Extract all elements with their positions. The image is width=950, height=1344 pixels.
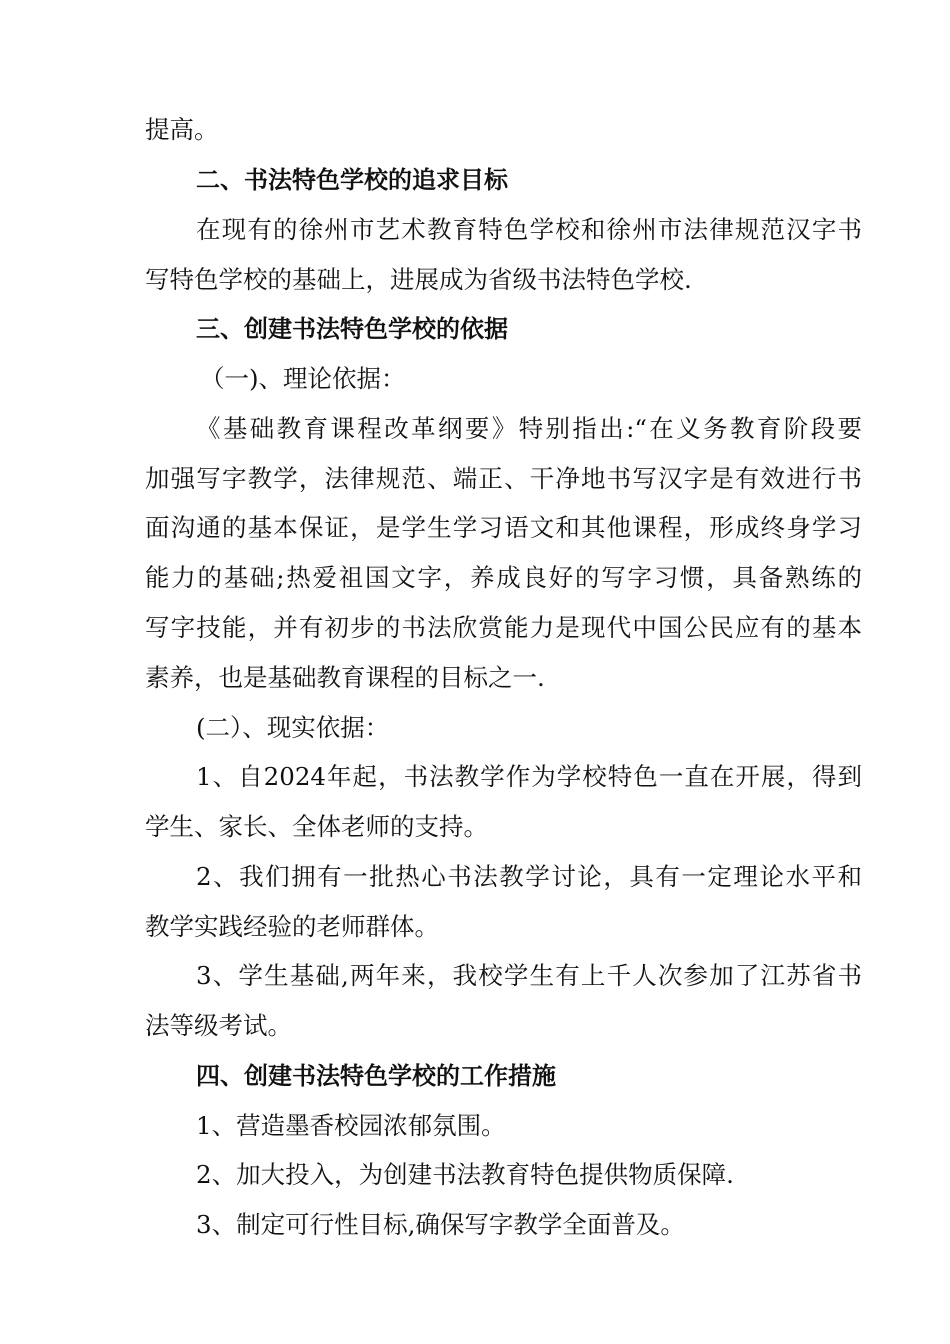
subsection-heading-theory: （一)、理论依据： bbox=[200, 364, 406, 393]
list-item-line: 2、加大投入，为创建书法教育特色提供物质保障. bbox=[196, 1160, 734, 1189]
subsection-heading-reality: (二）、现实依据： bbox=[196, 713, 390, 742]
paragraph-line: 《基础教育课程改革纲要》特别指出:“在义务教育阶段要 bbox=[196, 414, 862, 443]
paragraph-continuation: 提高。 bbox=[145, 115, 219, 144]
list-item-line: 3、制定可行性目标,确保写字教学全面普及。 bbox=[196, 1210, 685, 1239]
list-item-line: 1、自2024年起，书法教学作为学校特色一直在开展，得到 bbox=[196, 762, 862, 791]
paragraph-line: 能力的基础;热爱祖国文字，养成良好的写字习惯，具备熟练的 bbox=[145, 563, 862, 592]
list-item-line: 教学实践经验的老师群体。 bbox=[145, 912, 439, 941]
list-item-line: 学生、家长、全体老师的支持。 bbox=[145, 812, 488, 841]
paragraph-line: 写字技能，并有初步的书法欣赏能力是现代中国公民应有的基本 bbox=[145, 613, 862, 642]
paragraph-line: 写特色学校的基础上，进展成为省级书法特色学校. bbox=[145, 265, 692, 294]
section-heading-3: 三、创建书法特色学校的依据 bbox=[196, 315, 508, 343]
paragraph-line: 素养，也是基础教育课程的目标之一. bbox=[145, 663, 545, 692]
paragraph-line: 面沟通的基本保证，是学生学习语文和其他课程，形成终身学习 bbox=[145, 513, 862, 542]
list-item-line: 3、学生基础,两年来，我校学生有上千人次参加了江苏省书 bbox=[196, 961, 862, 990]
paragraph-line: 加强写字教学，法律规范、端正、干净地书写汉字是有效进行书 bbox=[145, 464, 862, 493]
list-item-line: 法等级考试。 bbox=[145, 1011, 292, 1040]
paragraph-line: 在现有的徐州市艺术教育特色学校和徐州市法律规范汉字书 bbox=[196, 215, 862, 244]
section-heading-4: 四、创建书法特色学校的工作措施 bbox=[196, 1062, 556, 1090]
list-item-line: 1、营造墨香校园浓郁氛围。 bbox=[196, 1111, 506, 1140]
section-heading-2: 二、书法特色学校的追求目标 bbox=[196, 166, 508, 194]
list-item-line: 2、我们拥有一批热心书法教学讨论，具有一定理论水平和 bbox=[196, 862, 862, 891]
